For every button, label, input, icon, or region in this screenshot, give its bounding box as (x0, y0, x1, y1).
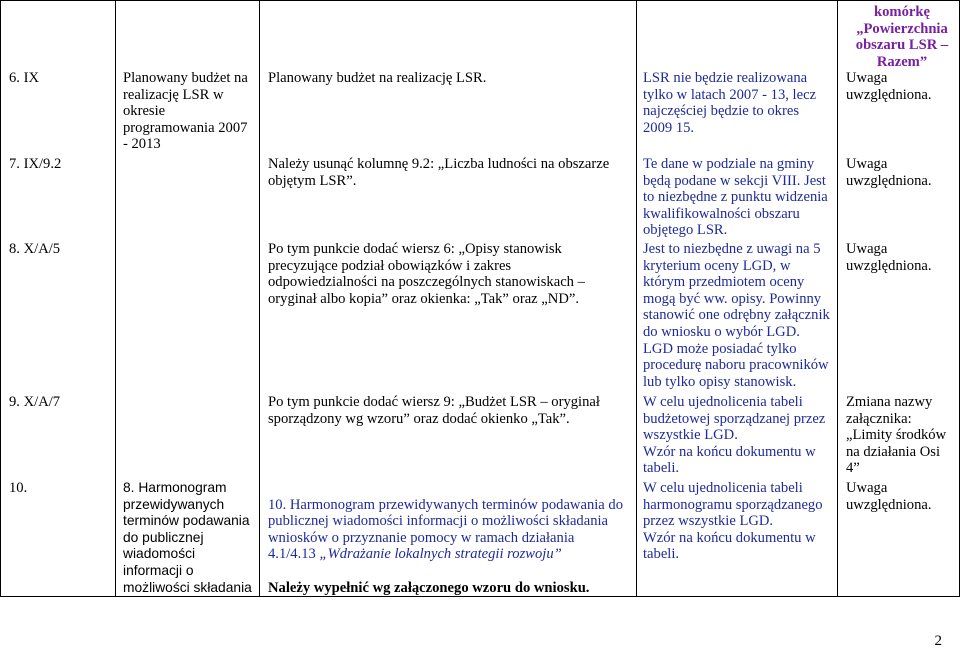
justification-text: W celu ujednolicenia tabeli harmonogramu sporządzanego przez wszystkie LGD. Wzór na końcu dokumentu w tabeli. (643, 480, 823, 563)
status-text: Uwaga uwzględniona. (846, 156, 932, 189)
row-number: 6. IX (9, 70, 39, 86)
row-number: 9. X/A/7 (9, 394, 61, 410)
comment-bold: Należy wypełnić wg załączonego wzoru do wniosku. (268, 579, 590, 596)
column-border (837, 0, 838, 597)
status-text: Zmiana nazwy załącznika: „Limity środków na działania Osi 4” (846, 394, 947, 477)
comment-text: Po tym punkcie dodać wiersz 9: „Budżet LSR – oryginał sporządzony wg wzoru” oraz dodać okienko „Tak”. (268, 394, 600, 427)
page-number: 2 (934, 633, 942, 649)
row-number: 7. IX/9.2 (9, 156, 62, 172)
column-border (0, 0, 1, 597)
comment-text: Planowany budżet na realizację LSR. (268, 70, 487, 86)
status-text: Uwaga uwzględniona. (846, 70, 932, 103)
status-text: Uwaga uwzględniona. (846, 241, 932, 274)
justification-text: Jest to niezbędne z uwagi na 5 kryterium oceny LGD, w którym przedmiotem oceny mogą być ww. opisy. Powinny stanowić one odrębny załącznik do wniosku o wybór LGD. LGD może posiadać tylko procedurę naboru pracowników lub tylko opisy stanowisk. (643, 241, 830, 390)
row-border (0, 0, 960, 1)
column-border (115, 0, 116, 597)
comment-text: Po tym punkcie dodać wiersz 6: „Opisy stanowisk precyzujące podział obowiązków i zakres odpowiedzialności na poszczególnych stanowiskach – oryginał albo kopia” oraz okienka: „Tak” oraz „ND”. (268, 241, 585, 307)
comment-text: Należy usunąć kolumnę 9.2: „Liczba ludności na obszarze objętym LSR”. (268, 156, 610, 189)
status-continuation: komórkę „Powierzchnia obszaru LSR – Razem” (855, 4, 949, 70)
justification-text: Te dane w podziale na gminy będą podane w sekcji VIII. Jest to niezbędne z punktu widzenia kwalifikowalności obszaru objętego LSR. (643, 156, 828, 239)
row-number: 10. (9, 480, 28, 496)
section-name: 8. Harmonogram przewidywanych terminów podawania do publicznej wiadomości informacji o możliwości składania (123, 480, 252, 595)
comment-italic: „Wdrażanie lokalnych strategii rozwoju” (319, 546, 562, 563)
column-border (259, 0, 260, 597)
status-text: Uwaga uwzględniona. (846, 480, 932, 513)
section-name: Planowany budżet na realizację LSR w okresie programowania 2007 - 2013 (123, 70, 248, 153)
row-number: 8. X/A/5 (9, 241, 61, 257)
column-border (636, 0, 637, 597)
justification-text: LSR nie będzie realizowana tylko w latach 2007 - 13, lecz najczęściej będzie to okres 2009 15. (643, 70, 817, 136)
justification-text: W celu ujednolicenia tabeli budżetowej sporządzanej przez wszystkie LGD. Wzór na końcu dokumentu w tabeli. (643, 394, 826, 477)
comment-main: 10. Harmonogram przewidywanych terminów podawania do publicznej wiadomości informacji o możliwości składania wniosków o przyznanie pomocy w ramach działania 4.1/4.13 (268, 496, 624, 563)
comment-text (268, 480, 636, 596)
